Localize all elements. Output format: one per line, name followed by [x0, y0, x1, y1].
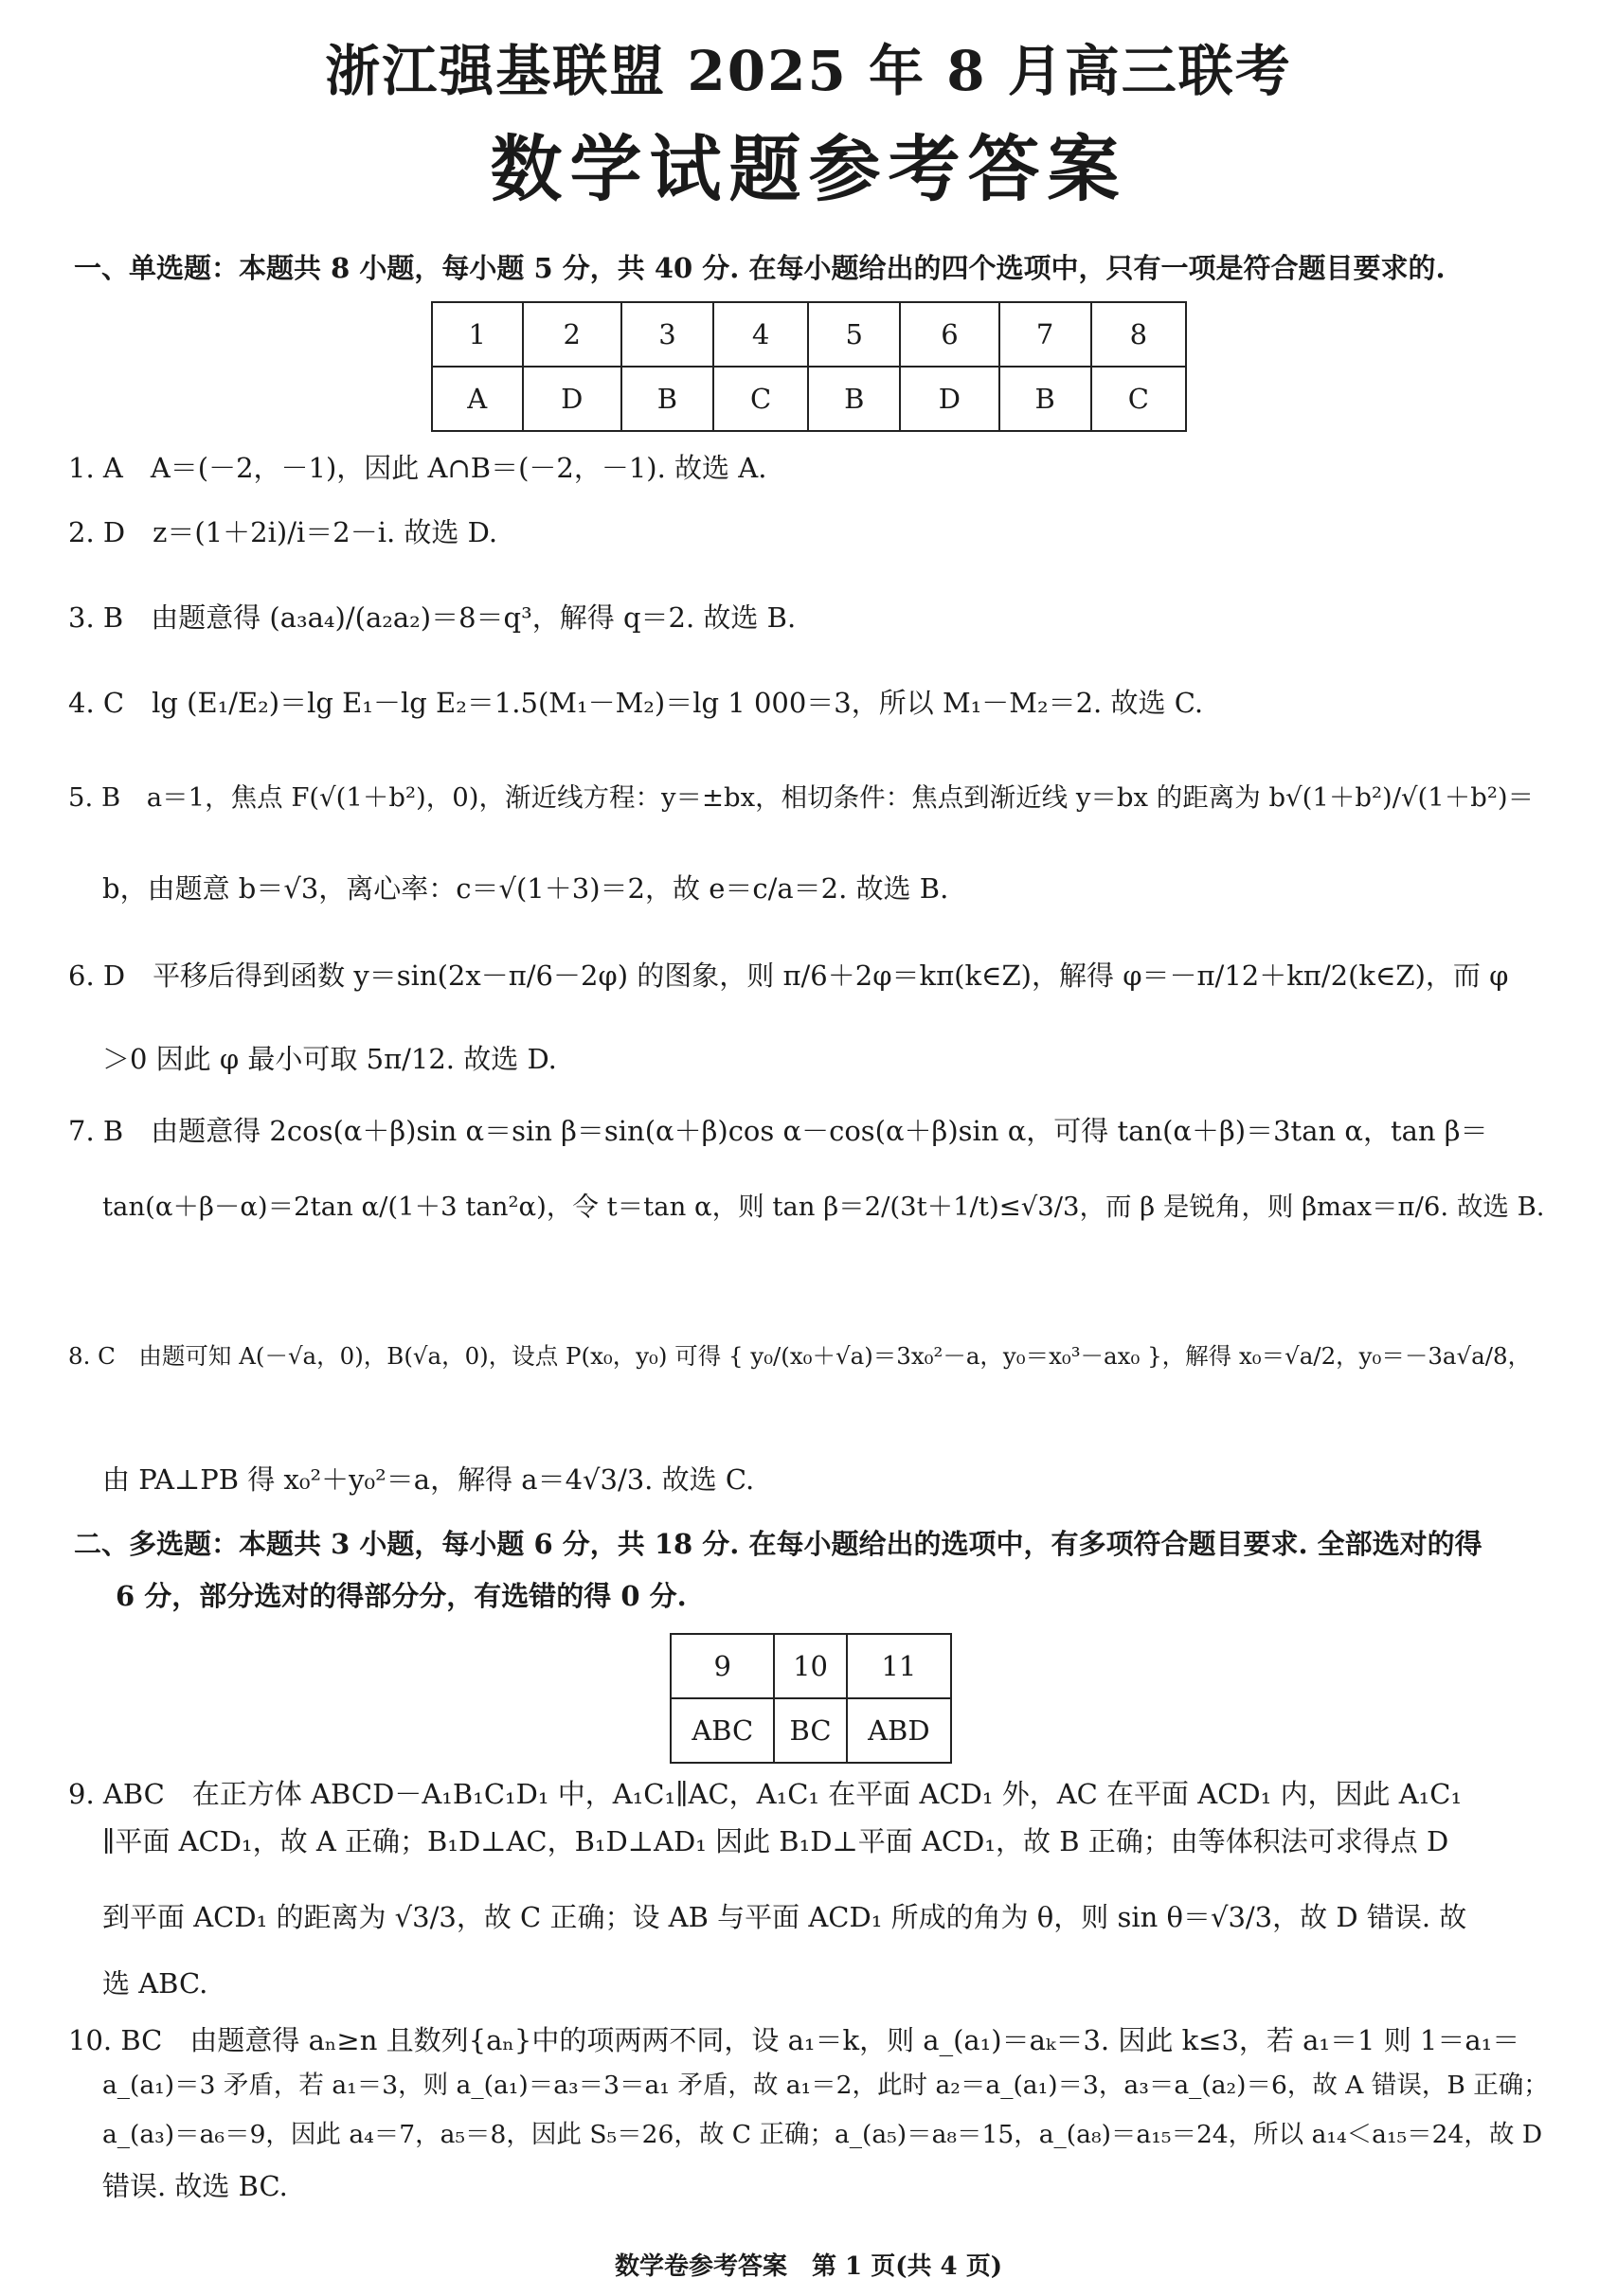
section1-heading: 一、单选题：本题共 8 小题，每小题 5 分，共 40 分. 在每小题给出的四个选项中，只有一项是符合题目要求的.: [74, 252, 1446, 284]
solution-line: 9. ABC 在正方体 ABCD－A₁B₁C₁D₁ 中，A₁C₁∥AC，A₁C₁ 在平面 ACD₁ 外，AC 在平面 ACD₁ 内，因此 A₁C₁: [68, 1778, 1463, 1810]
solution-line: a_(a₁)＝3 矛盾，若 a₁＝3，则 a_(a₁)＝a₃＝3＝a₁ 矛盾，故 a₁＝2，此时 a₂＝a_(a₁)＝3，a₃＝a_(a₂)＝6，故 A 错误，B 正确；: [102, 2071, 1549, 2100]
question-number: 3: [621, 302, 713, 367]
solution-line: 错误. 故选 BC.: [102, 2170, 288, 2202]
table-row: [432, 302, 1186, 367]
answer-cell: C: [1091, 367, 1186, 431]
solution-line: 6. D 平移后得到函数 y＝sin(2x－π/6－2φ) 的图象，则 π/6＋2φ＝kπ(k∈Z)，解得 φ＝－π/12＋kπ/2(k∈Z)，而 φ: [68, 960, 1509, 992]
question-number: 1: [432, 302, 523, 367]
exam-title: 浙江强基联盟 2025 年 8 月高三联考: [325, 39, 1292, 103]
solution-line: 2. D z＝(1＋2i)/i＝2－i. 故选 D.: [68, 516, 498, 548]
question-number: 6: [900, 302, 998, 367]
solution-line: 10. BC 由题意得 aₙ≥n 且数列{aₙ}中的项两两不同，设 a₁＝k，则 a_(a₁)＝aₖ＝3. 因此 k≤3，若 a₁＝1 则 1＝a₁＝: [68, 2024, 1520, 2056]
question-number: 11: [847, 1634, 951, 1698]
question-number: 10: [774, 1634, 846, 1698]
solution-line: 7. B 由题意得 2cos(α＋β)sin α＝sin β＝sin(α＋β)cos α－cos(α＋β)sin α，可得 tan(α＋β)＝3tan α，tan β＝: [68, 1115, 1488, 1147]
section2-heading-cont: 6 分，部分选对的得部分分，有选错的得 0 分.: [116, 1580, 687, 1612]
solution-line: 8. C 由题可知 A(－√a，0)，B(√a，0)，设点 P(x₀，y₀) 可得 { y₀/(x₀＋√a)＝3x₀²－a，y₀＝x₀³－ax₀ }，解得 x₀＝√a/2，y₀＝－3a√a/8，: [68, 1342, 1532, 1370]
answer-cell: A: [432, 367, 523, 431]
solution-line: ∥平面 ACD₁，故 A 正确；B₁D⊥AC，B₁D⊥AD₁ 因此 B₁D⊥平面 ACD₁，故 B 正确；由等体积法可求得点 D: [102, 1825, 1449, 1857]
question-number: 2: [523, 302, 621, 367]
answer-cell: BC: [774, 1698, 846, 1763]
answer-cell: B: [999, 367, 1091, 431]
solution-line: 到平面 ACD₁ 的距离为 √3/3，故 C 正确；设 AB 与平面 ACD₁ 所成的角为 θ，则 sin θ＝√3/3，故 D 错误. 故: [102, 1901, 1467, 1933]
table-row: [671, 1698, 951, 1763]
solution-line: 选 ABC.: [102, 1967, 208, 2000]
answer-cell: ABD: [847, 1698, 951, 1763]
answer-cell: B: [808, 367, 900, 431]
answer-cell: ABC: [671, 1698, 774, 1763]
solution-line: 4. C lg (E₁/E₂)＝lg E₁－lg E₂＝1.5(M₁－M₂)＝lg 1 000＝3，所以 M₁－M₂＝2. 故选 C.: [68, 687, 1204, 719]
section2-heading: 二、多选题：本题共 3 小题，每小题 6 分，共 18 分. 在每小题给出的选项中，有多项符合题目要求. 全部选对的得: [74, 1528, 1482, 1560]
table-row: [671, 1634, 951, 1698]
answer-cell: C: [713, 367, 808, 431]
answer-cell: B: [621, 367, 713, 431]
question-number: 9: [671, 1634, 774, 1698]
solution-line: 5. B a＝1，焦点 F(√(1＋b²)，0)，渐近线方程：y＝±bx，相切条件：焦点到渐近线 y＝bx 的距离为 b√(1＋b²)/√(1＋b²)＝: [68, 782, 1535, 813]
exam-subtitle: 数学试题参考答案: [490, 127, 1127, 211]
question-number: 8: [1091, 302, 1186, 367]
section2-answer-table: [670, 1633, 952, 1764]
table-row: [432, 367, 1186, 431]
solution-line: 1. A A＝(－2，－1)，因此 A∩B＝(－2，－1). 故选 A.: [68, 452, 767, 484]
answer-cell: D: [900, 367, 998, 431]
page-footer: 数学卷参考答案 第 1 页(共 4 页): [615, 2252, 1002, 2281]
solution-line: tan(α＋β－α)＝2tan α/(1＋3 tan²α)，令 t＝tan α，则 tan β＝2/(3t＋1/t)≤√3/3，而 β 是锐角，则 βmax＝π/6. 故选 B.: [102, 1192, 1545, 1222]
section1-answer-table: [431, 301, 1187, 432]
question-number: 7: [999, 302, 1091, 367]
question-number: 4: [713, 302, 808, 367]
solution-line: 3. B 由题意得 (a₃a₄)/(a₂a₂)＝8＝q³，解得 q＝2. 故选 B.: [68, 601, 797, 634]
question-number: 5: [808, 302, 900, 367]
solution-line: b，由题意 b＝√3，离心率：c＝√(1＋3)＝2，故 e＝c/a＝2. 故选 B.: [102, 872, 949, 905]
solution-line: a_(a₃)＝a₆＝9，因此 a₄＝7，a₅＝8，因此 S₅＝26，故 C 正确；a_(a₅)＝a₈＝15，a_(a₈)＝a₁₅＝24，所以 a₁₄＜a₁₅＝24，故 D: [102, 2120, 1543, 2149]
solution-line: 由 PA⊥PB 得 x₀²＋y₀²＝a，解得 a＝4√3/3. 故选 C.: [102, 1463, 755, 1496]
answer-cell: D: [523, 367, 621, 431]
solution-line: ＞0 因此 φ 最小可取 5π/12. 故选 D.: [102, 1043, 557, 1075]
